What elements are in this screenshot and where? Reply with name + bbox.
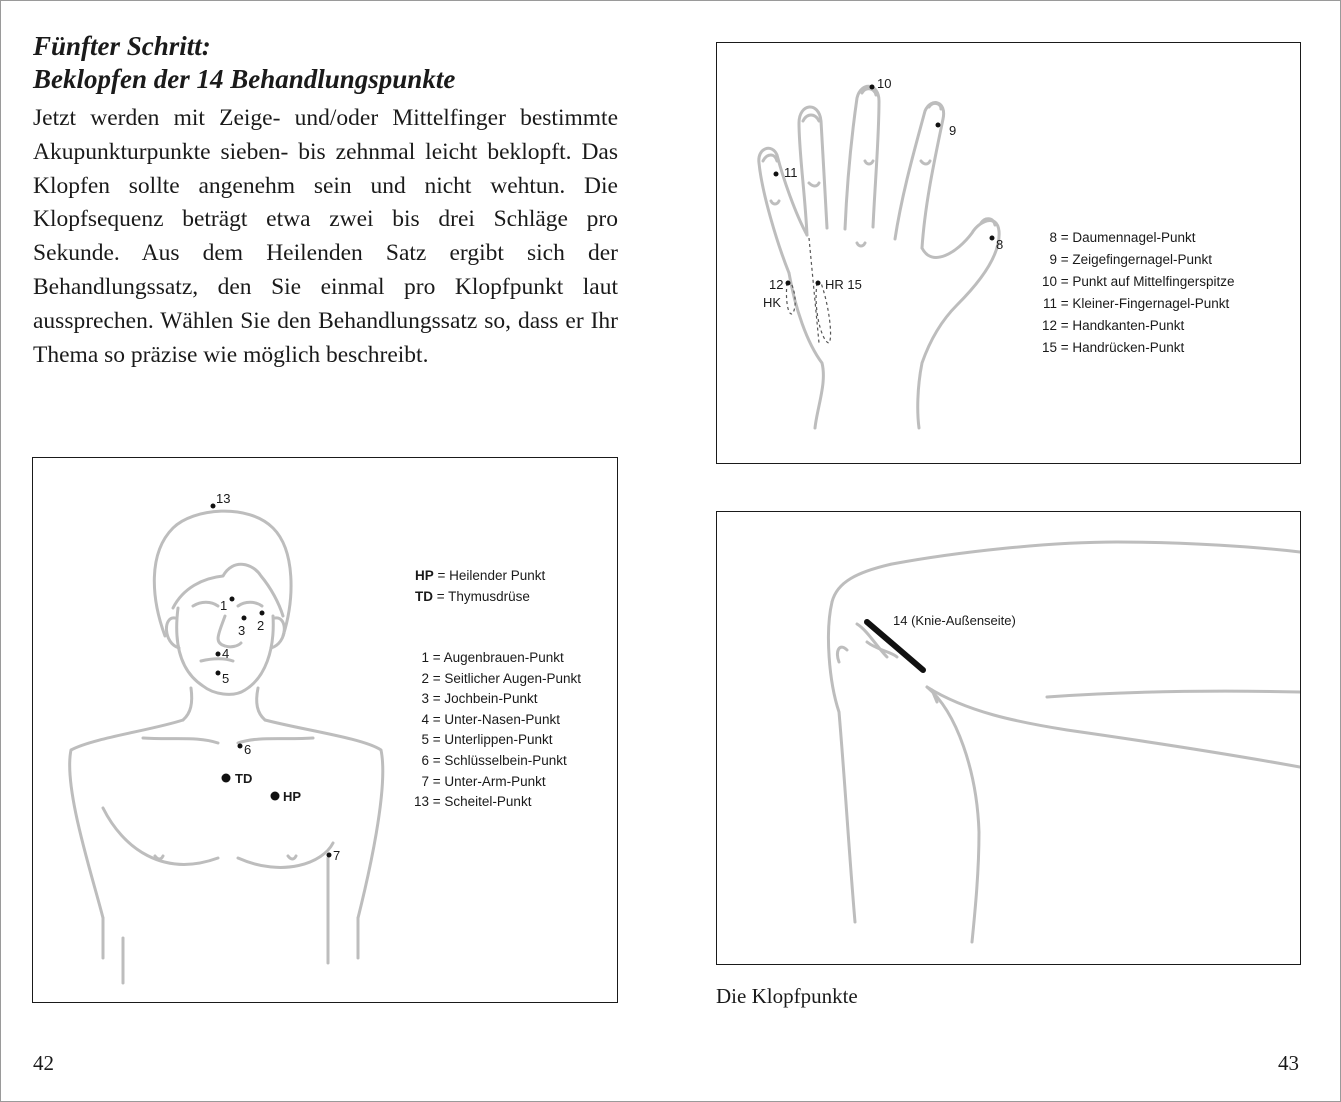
legend-row: 8 = Daumennagel-Punkt <box>1049 230 1196 245</box>
legend-row: 1 = Augenbrauen-Punkt <box>421 650 564 665</box>
point-12-dot <box>786 281 791 286</box>
legend-row: 3 = Jochbein-Punkt <box>421 691 538 707</box>
label-14: 14 (Knie-Außenseite) <box>893 613 1016 628</box>
point-7-dot <box>327 853 332 858</box>
heading-line-2: Beklopfen der 14 Behandlungspunkte <box>33 64 456 94</box>
label-13: 13 <box>216 491 231 506</box>
label-hk: HK <box>763 295 782 310</box>
point-3-dot <box>242 616 247 621</box>
label-10: 10 <box>877 76 892 91</box>
body-abbrev-legend <box>415 566 545 607</box>
point-1-dot <box>230 597 235 602</box>
legend-row: 11 = Kleiner-Fingernagel-Punkt <box>1042 296 1230 311</box>
legend-row: 5 = Unterlippen-Punkt <box>421 732 553 748</box>
point-8-dot <box>990 236 995 241</box>
legend-row: 13 = Scheitel-Punkt <box>413 794 532 810</box>
legend-row: 10 = Punkt auf Mittelfingerspitze <box>1041 274 1235 289</box>
knee-figure <box>716 511 1301 965</box>
legend-row: 15 = Handrücken-Punkt <box>1041 340 1185 355</box>
heading-line-1: Fünfter Schritt: <box>33 31 211 61</box>
point-10-dot <box>870 85 875 90</box>
point-5-dot <box>216 671 221 676</box>
label-2: 2 <box>257 618 265 633</box>
abbrev-row: TD = Thymusdrüse <box>415 588 530 604</box>
legend-row: 6 = Schlüsselbein-Punkt <box>421 752 567 768</box>
knee-illustration <box>717 512 1300 964</box>
point-td-dot <box>222 774 231 783</box>
legend-row: 7 = Unter-Arm-Punkt <box>421 773 546 789</box>
hand-point-legend <box>1035 227 1234 359</box>
label-11: 11 <box>784 165 798 180</box>
label-4: 4 <box>222 646 230 661</box>
label-8: 8 <box>996 237 1004 252</box>
label-12: 12 <box>769 277 784 292</box>
label-9: 9 <box>949 123 957 138</box>
point-4-dot <box>216 652 221 657</box>
page-number-left: 42 <box>33 1051 54 1075</box>
abbrev-row: HP = Heilender Punkt <box>415 568 546 583</box>
body-paragraph: Jetzt werden mit Zeige- und/oder Mittelfinger bestimmte Akupunkturpunkte sieben- bis zehnmal leicht beklopft. Das Klopfen sollte angenehm sein und nicht wehtun. Die Klopfsequenz beträgt etwa zwei bis drei Schläge pro Sekunde. Aus dem Heilenden Satz ergibt sich der Behandlungssatz, den Sie einmal pro Klopfpunkt laut aussprechen. Wählen Sie den Behandlungssatz so, dass er Ihr Thema so präzise wie möglich beschreibt. <box>33 105 618 368</box>
figure-caption: Die Klopfpunkte <box>716 984 858 1008</box>
point-11-dot <box>774 172 779 177</box>
point-15-dot <box>816 281 821 286</box>
point-9-dot <box>936 123 941 128</box>
point-13-dot <box>211 504 216 509</box>
label-hr15: HR 15 <box>825 277 862 292</box>
legend-row: 9 = Zeigefingernagel-Punkt <box>1049 252 1212 267</box>
label-3: 3 <box>238 623 246 638</box>
page-number-right: 43 <box>1278 1051 1299 1075</box>
hand-figure <box>716 42 1301 464</box>
label-td: TD <box>235 771 253 786</box>
label-hp: HP <box>283 789 302 804</box>
label-7: 7 <box>333 848 341 863</box>
legend-row: 12 = Handkanten-Punkt <box>1041 318 1185 333</box>
point-hp-dot <box>271 792 280 801</box>
point-6-dot <box>238 744 243 749</box>
label-5: 5 <box>222 671 230 686</box>
label-6: 6 <box>244 742 252 757</box>
label-1: 1 <box>220 598 228 613</box>
point-2-dot <box>260 611 265 616</box>
legend-row: 2 = Seitlicher Augen-Punkt <box>421 670 581 686</box>
section-heading <box>33 30 633 96</box>
body-point-legend <box>407 648 581 813</box>
legend-row: 4 = Unter-Nasen-Punkt <box>421 711 560 727</box>
body-figure <box>32 457 618 1003</box>
